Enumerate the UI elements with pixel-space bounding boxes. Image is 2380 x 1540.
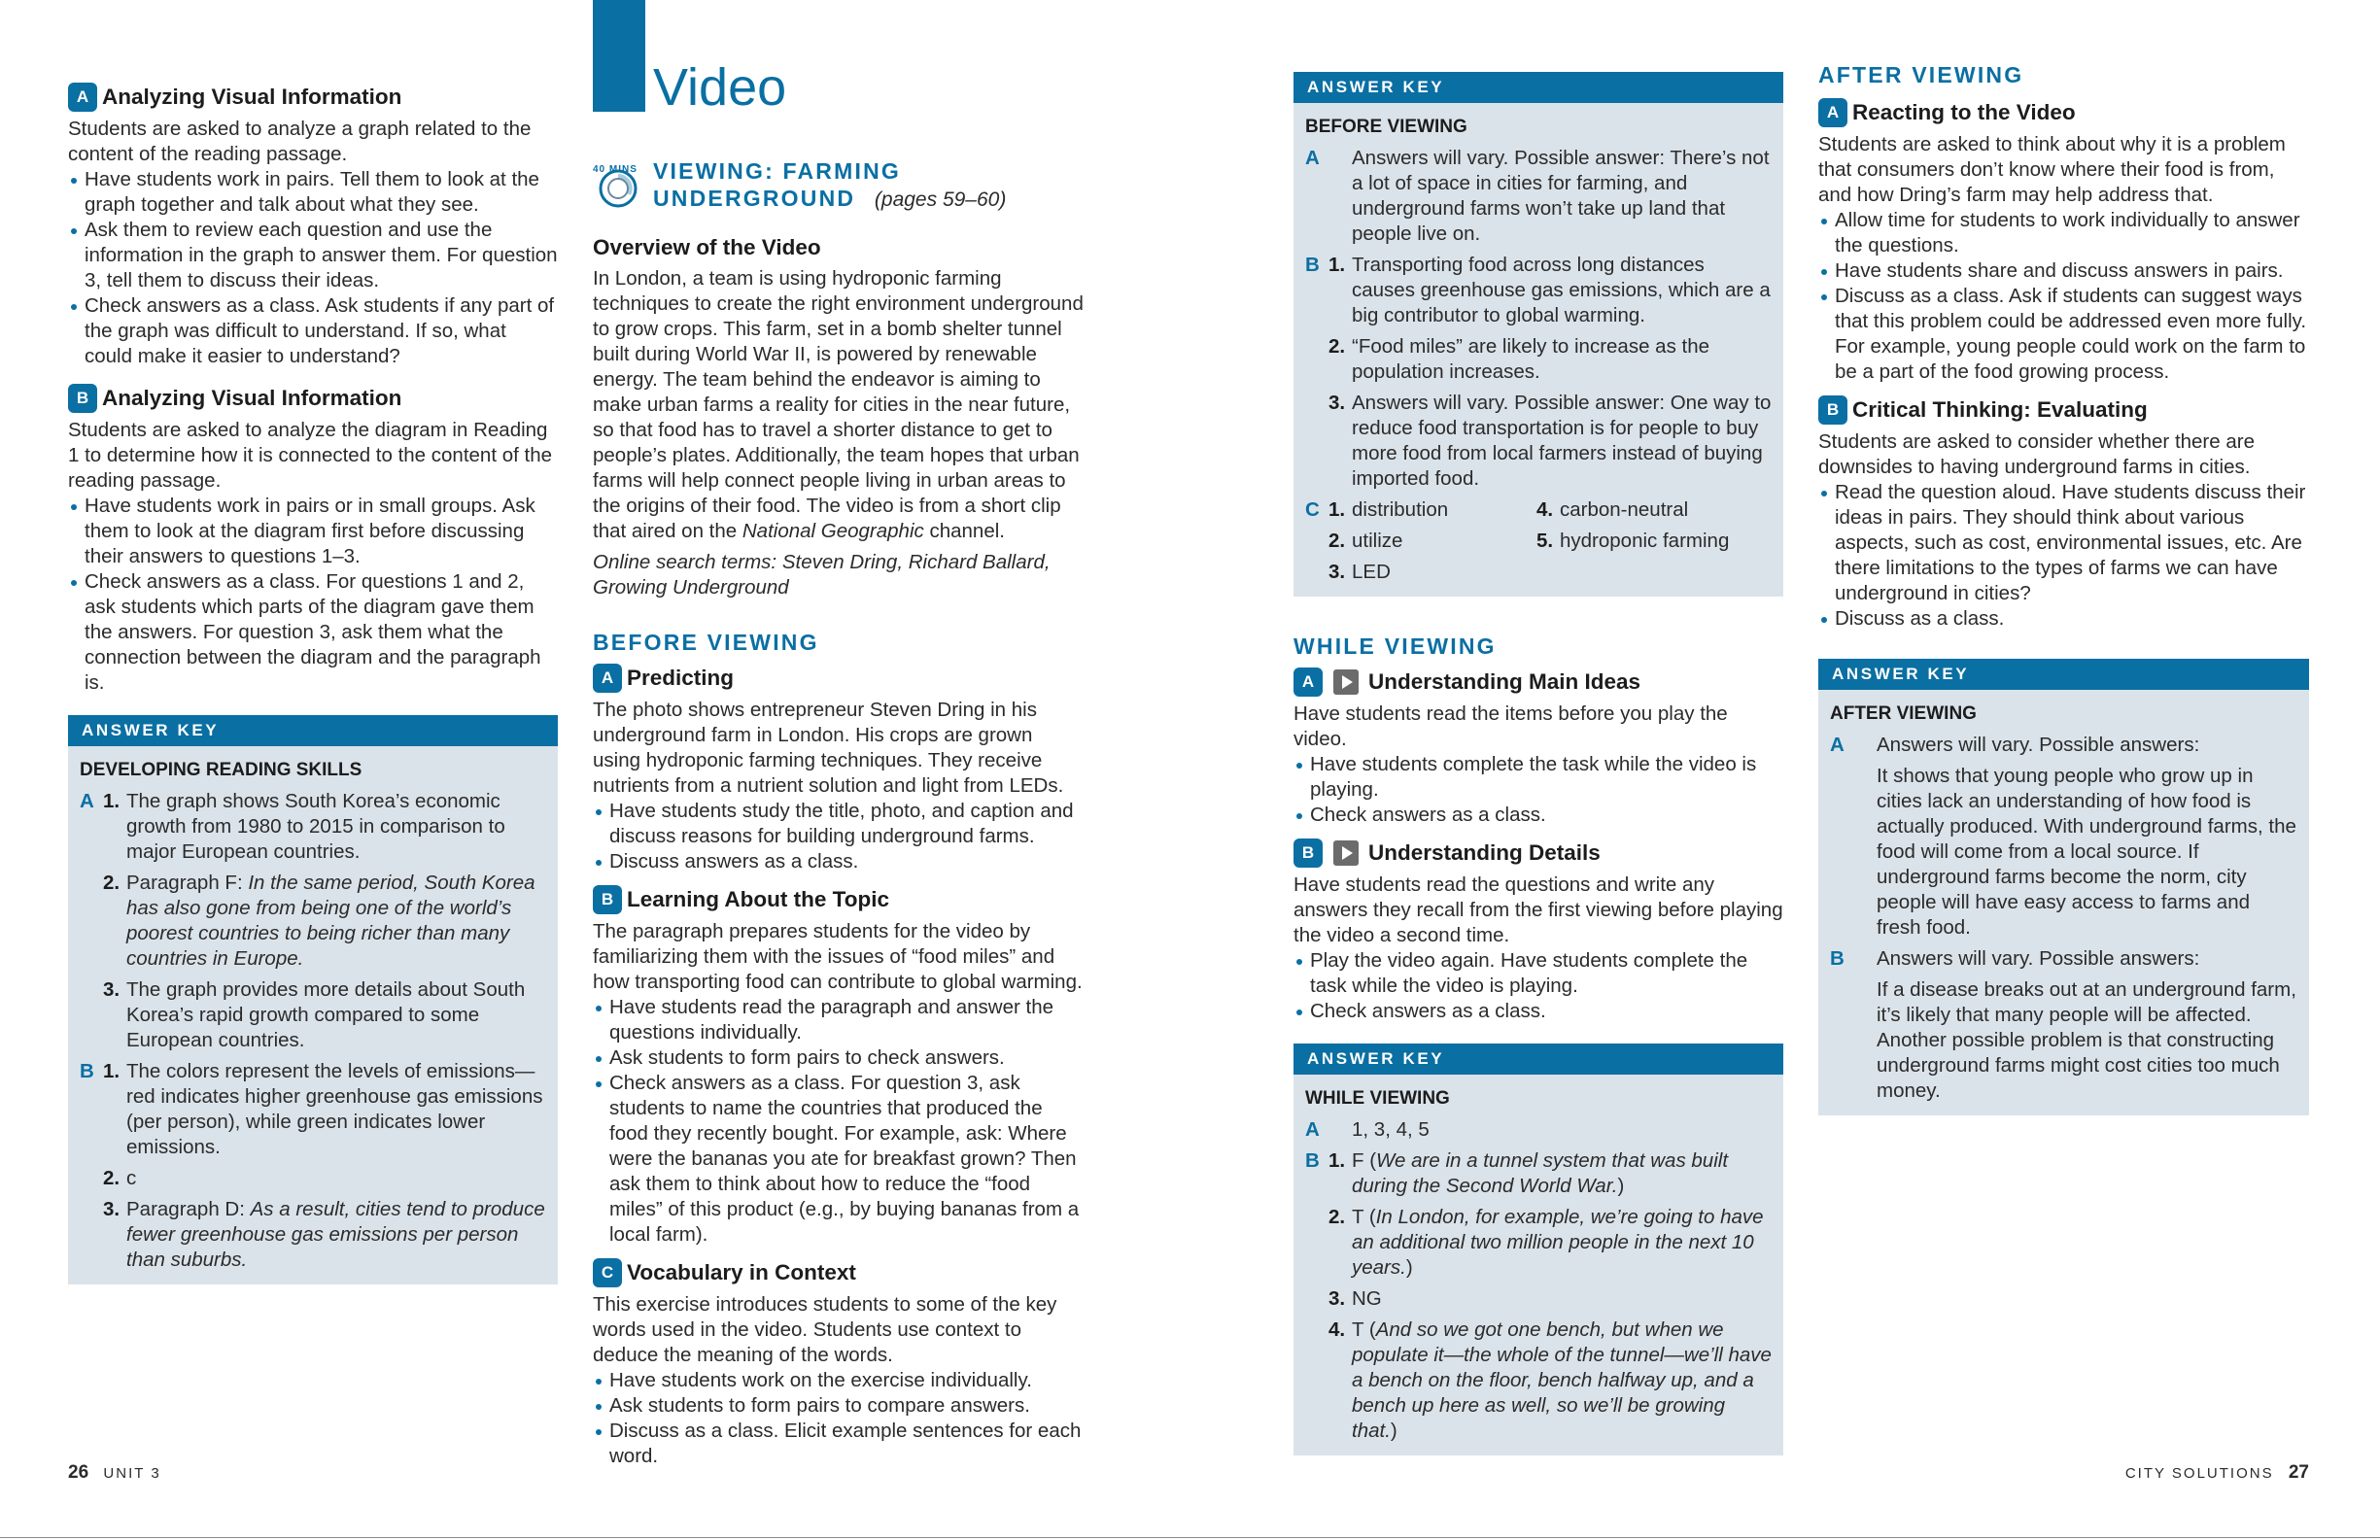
answer-text: carbon-neutral — [1560, 498, 1689, 521]
while-viewing-heading: WHILE VIEWING — [1293, 633, 1497, 659]
after-viewing-heading: AFTER VIEWING — [1818, 62, 2024, 87]
bottom-divider — [0, 1537, 2380, 1538]
answer-text: It shows that young people who grow up in cities lack an understanding of how food is actually produced. With underground farms, the food will come from a local source. If underground farms become the norm, city people will have easy access to farms and fresh food. — [1877, 765, 2296, 939]
list-item: Read the question aloud. Have students discuss their ideas in pairs. They should think about various aspects, such as cost, environmental issues, etc. Are there limitations to the types of farms we can have underground in cities? — [1818, 480, 2309, 606]
list-item: Check answers as a class. For questions 1 and 2, ask students which parts of the diagram gave them the answers. For question 3, ask them what the connection between the diagram and the paragraph is. — [68, 569, 558, 696]
predicting-heading — [593, 663, 1085, 694]
section-a-heading — [68, 82, 558, 113]
section-b-title: Analyzing Visual Information — [102, 386, 402, 410]
answer-letter: A — [1305, 1118, 1320, 1141]
reacting-intro: Students are asked to think about why it is a problem that consumers don’t know where their food is from, and how Dring’s farm may help address that. — [1818, 133, 2286, 206]
right-column — [1818, 62, 2309, 1115]
answer-key-box — [1293, 72, 1783, 597]
answer-number: 2. — [1328, 530, 1346, 552]
right-page-footer — [2125, 1460, 2309, 1487]
reacting-heading — [1818, 97, 2309, 128]
list-item: Play the video again. Have students complete the task while the video is playing. — [1293, 948, 1783, 999]
answer-number: 4. — [1536, 498, 1554, 521]
answer-key-bar: ANSWER KEY — [1293, 1044, 1783, 1075]
list-item: Discuss as a class. Elicit example sentences for each word. — [593, 1419, 1085, 1469]
page-reference: (pages 59–60) — [874, 188, 1007, 211]
badge-b: B — [68, 384, 97, 413]
answer-key-box — [1818, 659, 2309, 1115]
predicting-intro: The photo shows entrepreneur Steven Dring in his underground farm in London. His crops are grown using hydroponic farming techniques. They receive nutrients from a nutrient solution and light from LEDs. — [593, 699, 1064, 797]
answer-key-box — [68, 715, 558, 1284]
answer-text: c — [126, 1167, 137, 1189]
answer-key-bar: ANSWER KEY — [68, 715, 558, 746]
badge-a: A — [1818, 98, 1847, 127]
chapter-label: CITY SOLUTIONS — [2124, 1465, 2274, 1482]
answer-text: utilize — [1352, 530, 1403, 552]
answer-text: T (In London, for example, we’re going to have an additional two million people in the next 10 years.) — [1352, 1206, 1764, 1279]
topic-intro: The paragraph prepares students for the video by familiarizing them with the issues of “food miles” and how transporting food can contribute to global warming. — [593, 920, 1083, 993]
main-ideas-title: Understanding Main Ideas — [1368, 669, 1641, 694]
left-column — [68, 74, 558, 1284]
list-item: Discuss answers as a class. — [593, 849, 1085, 874]
before-viewing-heading: BEFORE VIEWING — [593, 630, 819, 655]
critical-intro: Students are asked to consider whether there are downsides to having underground farms in cities. — [1818, 430, 2255, 478]
answer-number: 1. — [1328, 254, 1346, 276]
unit-label: UNIT 3 — [103, 1465, 161, 1482]
reacting-title: Reacting to the Video — [1852, 100, 2076, 124]
answer-text: Answers will vary. Possible answer: There’s not a lot of space in cities for farming, and underground farms won’t take up land that people live on. — [1352, 147, 1770, 245]
answer-lead: Answers will vary. Possible answers: — [1877, 734, 2200, 756]
list-item: Have students work in pairs. Tell them to look at the graph together and talk about what they see. — [68, 167, 558, 218]
play-icon — [1333, 669, 1359, 695]
topic-bullets — [593, 995, 1085, 1248]
overview-title: Overview of the Video — [593, 235, 821, 259]
list-item: Have students complete the task while the video is playing. — [1293, 752, 1783, 803]
answer-number: 1. — [1328, 1149, 1346, 1172]
critical-heading — [1818, 394, 2309, 426]
section-b-bullets — [68, 494, 558, 696]
section-a-title: Analyzing Visual Information — [102, 85, 402, 109]
answer-text: LED — [1352, 561, 1391, 583]
vocab-heading — [593, 1257, 1085, 1288]
details-heading — [1293, 838, 1783, 869]
answer-text: T (And so we got one bench, but when we populate it—the whole of the tunnel—we’ll have a bench on the floor, bench halfway up, and a bench up here as well, so we’ll be growing that.) — [1352, 1318, 1772, 1442]
left-page-footer — [68, 1460, 161, 1487]
list-item: Ask students to form pairs to compare answers. — [593, 1393, 1085, 1419]
answer-text: hydroponic farming — [1560, 530, 1730, 552]
answer-key-bar: ANSWER KEY — [1818, 659, 2309, 690]
answer-key-box — [1293, 1044, 1783, 1455]
section-b-heading — [68, 383, 558, 414]
answer-text: Paragraph F: In the same period, South Korea has also gone from being one of the world’s poorest countries to being richer than many countries in Europe. — [126, 872, 535, 970]
middle-column — [593, 0, 1085, 1469]
answer-text: Transporting food across long distances causes greenhouse gas emissions, which are a big contributor to global warming. — [1352, 254, 1771, 326]
predicting-bullets — [593, 799, 1085, 874]
answer-letter: B — [1305, 254, 1320, 276]
page-number: 27 — [2288, 1462, 2309, 1483]
answer-text: “Food miles” are likely to increase as the population increases. — [1352, 335, 1710, 383]
answer-text: If a disease breaks out at an underground farm, it’s likely that many people will be affected. Another possible problem is that constructing underground farms might cost cities too much money. — [1877, 978, 2296, 1102]
topic-title: Learning About the Topic — [627, 887, 889, 911]
answer-number: 3. — [1328, 1287, 1346, 1310]
predicting-title: Predicting — [627, 666, 735, 690]
clock-icon — [593, 157, 647, 212]
badge-a: A — [68, 83, 97, 112]
details-bullets — [1293, 948, 1783, 1024]
answer-number: 2. — [1328, 1206, 1346, 1228]
answer-number: 3. — [1328, 561, 1346, 583]
badge-a: A — [593, 664, 622, 693]
list-item: Check answers as a class. For question 3, ask students to name the countries that produced the food they recently bought. For example, ask: Where were the bananas you ate for breakfast grown? Then ask them to think about how to reduce the “food miles” of this product (e.g., by buying bananas from a local farm). — [593, 1071, 1085, 1248]
critical-bullets — [1818, 480, 2309, 632]
list-item: Allow time for students to work individually to answer the questions. — [1818, 208, 2309, 258]
page-title: Video — [653, 58, 787, 117]
search-terms: Online search terms: Steven Dring, Richard Ballard, Growing Underground — [593, 551, 1051, 599]
answer-key-heading: BEFORE VIEWING — [1305, 117, 1467, 137]
list-item: Discuss as a class. — [1818, 606, 2309, 632]
section-a-bullets — [68, 167, 558, 369]
answer-number: 1. — [103, 790, 121, 812]
minutes-label: 40 MINS — [593, 164, 638, 175]
list-item: Check answers as a class. Ask students if any part of the graph was difficult to understand. If so, what could make it easier to understand? — [68, 293, 558, 369]
page-number: 26 — [68, 1462, 89, 1483]
list-item: Ask students to form pairs to check answers. — [593, 1045, 1085, 1071]
list-item: Have students study the title, photo, and caption and discuss reasons for building underground farms. — [593, 799, 1085, 849]
answer-text: Answers will vary. Possible answer: One way to reduce food transportation is for people to buy more food from local farmers instead of buying imported food. — [1352, 392, 1772, 490]
answer-number: 2. — [103, 872, 121, 894]
vocab-bullets — [593, 1368, 1085, 1469]
video-title-block — [593, 0, 1085, 115]
badge-c: C — [593, 1258, 622, 1287]
answer-text: The graph shows South Korea’s economic growth from 1980 to 2015 in comparison to major European countries. — [126, 790, 505, 863]
answer-key-heading: DEVELOPING READING SKILLS — [80, 760, 362, 780]
answer-number: 2. — [1328, 335, 1346, 358]
list-item: Ask them to review each question and use the information in the graph to answer them. For question 3, tell them to discuss their ideas. — [68, 218, 558, 293]
viewing-heading — [593, 157, 1085, 214]
list-item: Check answers as a class. — [1293, 803, 1783, 828]
list-item: Check answers as a class. — [1293, 999, 1783, 1024]
badge-b: B — [593, 885, 622, 914]
answer-letter: A — [1305, 147, 1320, 169]
answer-letter: B — [1830, 947, 1845, 970]
answer-text: The colors represent the levels of emissions—red indicates higher greenhouse gas emissions (per person), while green indicates lower emissions. — [126, 1060, 543, 1158]
main-ideas-bullets — [1293, 752, 1783, 828]
main-ideas-intro: Have students read the items before you play the video. — [1293, 702, 1728, 750]
viewing-title-line1: VIEWING: FARMING — [653, 158, 901, 184]
section-b-intro: Students are asked to analyze the diagram in Reading 1 to determine how it is connected to the content of the reading passage. — [68, 419, 553, 492]
answer-number: 2. — [103, 1167, 121, 1189]
answer-letter: B — [80, 1060, 94, 1082]
badge-b: B — [1293, 838, 1323, 868]
answer-key-bar: ANSWER KEY — [1293, 72, 1783, 103]
answer-number: 4. — [1328, 1318, 1346, 1341]
answer-text: Paragraph D: As a result, cities tend to produce fewer greenhouse gas emissions per person than suburbs. — [126, 1198, 545, 1271]
answer-letter: A — [80, 790, 94, 812]
answer-text: NG — [1352, 1287, 1382, 1310]
answer-letter: C — [1305, 498, 1320, 521]
main-ideas-heading — [1293, 667, 1783, 698]
answer-number: 5. — [1536, 530, 1554, 552]
overview-text: In London, a team is using hydroponic farming techniques to create the right environment underground to grow crops. This farm, set in a bomb shelter tunnel built during World War II, is powered by renewable energy. The team behind the endeavor is aiming to make urban farms a reality for cities in the near future, so that food has to travel a shorter distance to get to people’s plates. Additionally, the team hopes that urban farms will help connect people living in urban areas to the origins of their food. The video is from a short clip that aired on the National Geographic channel. — [593, 267, 1084, 542]
list-item: Discuss as a class. Ask if students can suggest ways that this problem could be addressed even more fully. For example, young people could work on the farm to be a part of the food growing process. — [1818, 284, 2309, 385]
vocab-intro: This exercise introduces students to some of the key words used in the video. Students use context to deduce the meaning of the words. — [593, 1293, 1057, 1366]
details-intro: Have students read the questions and write any answers they recall from the first viewing before playing the video a second time. — [1293, 873, 1783, 946]
answer-text: The graph provides more details about South Korea’s rapid growth compared to some European countries. — [126, 978, 526, 1051]
answer-text: 1, 3, 4, 5 — [1352, 1118, 1430, 1141]
answer-lead: Answers will vary. Possible answers: — [1877, 947, 2200, 970]
badge-b: B — [1818, 395, 1847, 425]
vocab-title: Vocabulary in Context — [627, 1260, 856, 1284]
third-column — [1293, 72, 1783, 1455]
section-a-intro: Students are asked to analyze a graph related to the content of the reading passage. — [68, 118, 532, 165]
answer-key-heading: AFTER VIEWING — [1830, 703, 1977, 724]
play-icon — [1333, 840, 1359, 866]
reacting-bullets — [1818, 208, 2309, 385]
critical-title: Critical Thinking: Evaluating — [1852, 397, 2148, 422]
list-item: Have students work in pairs or in small groups. Ask them to look at the diagram first before discussing their answers to questions 1–3. — [68, 494, 558, 569]
list-item: Have students read the paragraph and answer the questions individually. — [593, 995, 1085, 1045]
answer-text: distribution — [1352, 498, 1449, 521]
answer-number: 1. — [1328, 498, 1346, 521]
answer-letter: B — [1305, 1149, 1320, 1172]
details-title: Understanding Details — [1368, 840, 1601, 865]
viewing-title-line2: UNDERGROUND — [653, 186, 856, 211]
list-item: Have students work on the exercise individually. — [593, 1368, 1085, 1393]
badge-a: A — [1293, 667, 1323, 697]
answer-number: 3. — [103, 978, 121, 1001]
answer-key-heading: WHILE VIEWING — [1305, 1088, 1450, 1109]
answer-text: F (We are in a tunnel system that was built during the Second World War.) — [1352, 1149, 1729, 1197]
answer-number: 3. — [1328, 392, 1346, 414]
answer-number: 1. — [103, 1060, 121, 1082]
list-item: Have students share and discuss answers in pairs. — [1818, 258, 2309, 284]
topic-heading — [593, 884, 1085, 915]
answer-number: 3. — [103, 1198, 121, 1220]
title-accent-bar — [593, 0, 645, 112]
answer-letter: A — [1830, 734, 1845, 756]
